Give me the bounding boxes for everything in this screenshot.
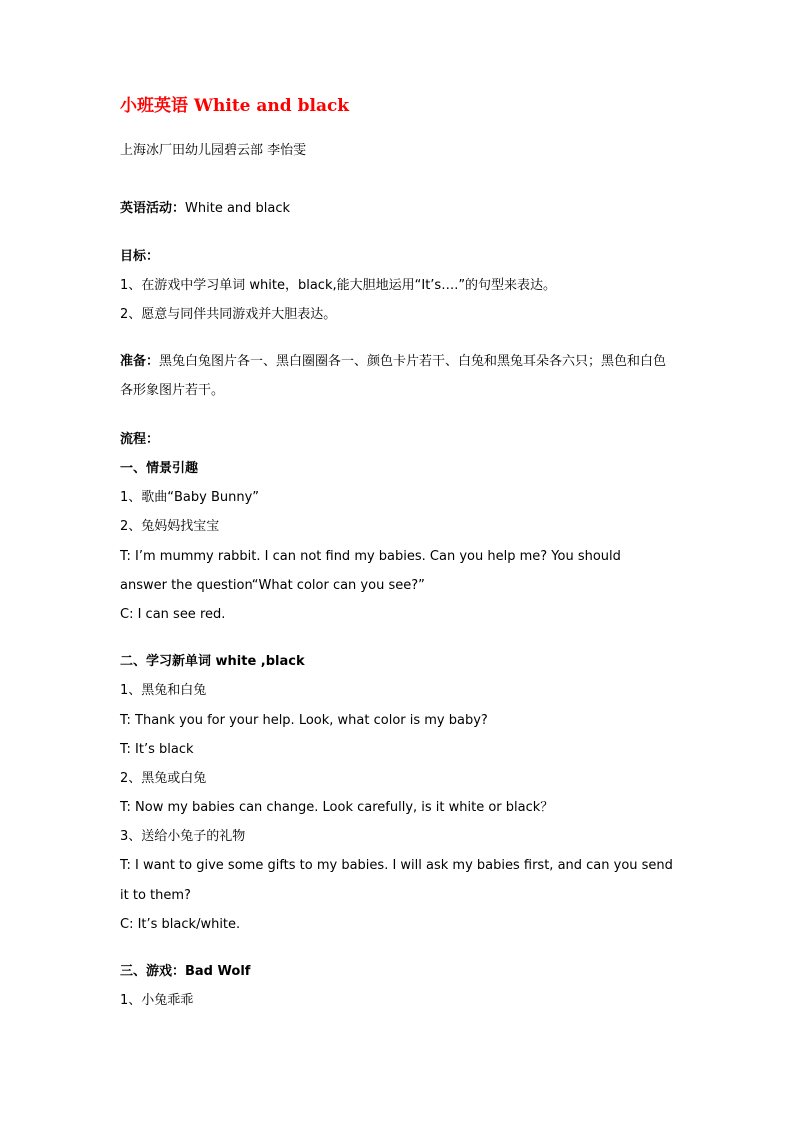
section-heading: 二、学习新单词 white ,black [120,654,305,669]
prep-line-2: 各形象图片若干。 [120,383,225,398]
goals-heading: 目标： [120,249,160,264]
prep-text: 黑兔白兔图片各一、黑白圈圈各一、颜色卡片若干、白兔和黑兔耳朵各六只；黑色和白色 [159,354,667,369]
activity-value: White and black [185,201,291,216]
body-line: 2、兔妈妈找宝宝 [120,519,220,534]
section-heading: 三、游戏：Bad Wolf [120,964,251,979]
body-line: 3、送给小兔子的礼物 [120,829,246,844]
prep-label: 准备： [120,354,160,369]
body-line: 1、歌曲“Baby Bunny” [120,490,260,505]
body-line: T: Thank you for your help. Look, what color is my baby? [120,713,488,728]
section-heading: 一、情景引趣 [120,461,199,476]
body-line: T: I want to give some gifts to my babies. I will ask my babies first, and can you send [120,858,673,873]
body-line: it to them? [120,888,191,903]
body-line: T: It’s black [120,742,194,757]
author-line: 上海冰厂田幼儿园碧云部 李怡雯 [120,143,307,158]
prep-line [120,354,666,370]
activity-label: 英语活动： [120,201,186,216]
goal-item: 1、在游戏中学习单词 white，black,能大胆地运用“It’s….”的句型来表达。 [120,278,557,293]
body-line: 1、小兔乖乖 [120,993,194,1008]
goal-item: 2、愿意与同伴共同游戏并大胆表达。 [120,307,337,322]
body-line: 1、黑兔和白兔 [120,683,207,698]
body-line: T: Now my babies can change. Look carefully, is it white or black？ [120,800,554,815]
activity-line [120,201,290,217]
document-title: 小班英语 White and black [120,96,350,116]
process-heading: 流程： [120,432,160,447]
body-line: answer the question“What color can you see?” [120,578,425,593]
body-line: C: I can see red. [120,607,226,622]
body-line: T: I’m mummy rabbit. I can not find my babies. Can you help me? You should [120,549,621,564]
body-line: C: It’s black/white. [120,917,241,932]
body-line: 2、黑兔或白兔 [120,771,207,786]
